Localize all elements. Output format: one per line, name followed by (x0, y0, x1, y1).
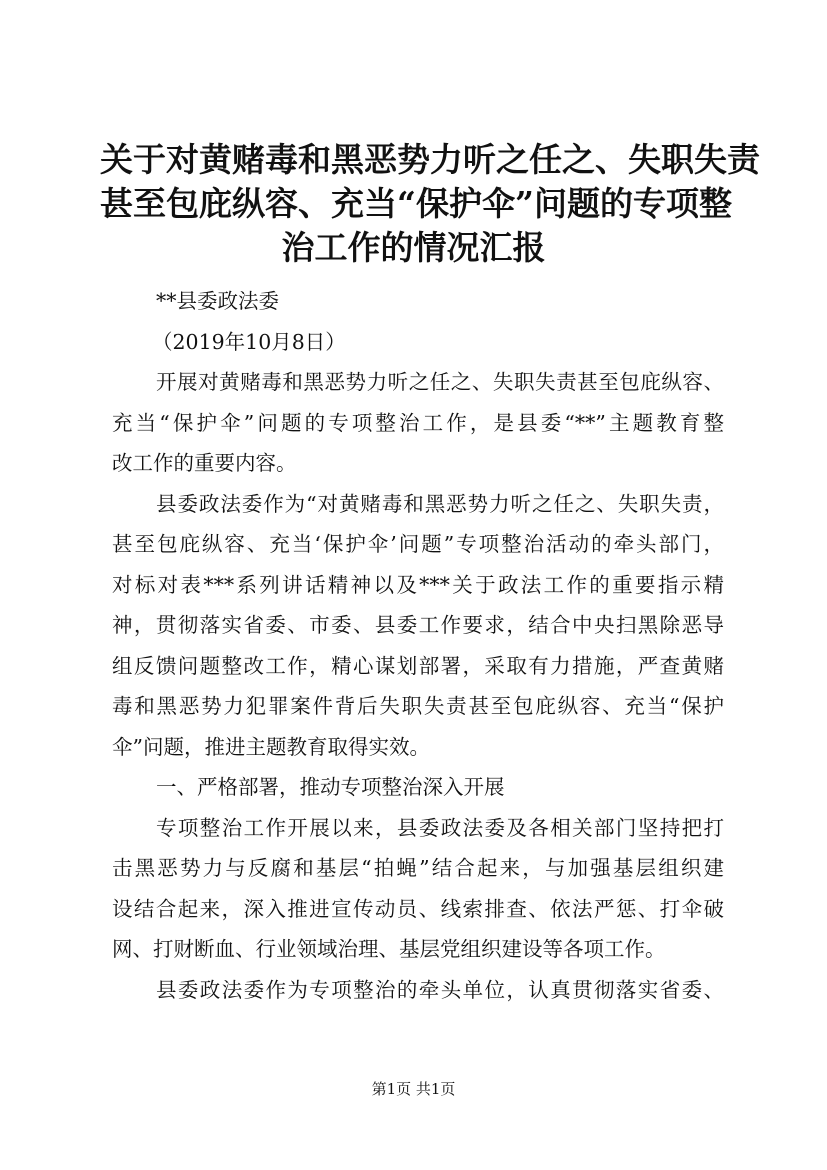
author-line: **县委政法委 (156, 289, 279, 313)
paragraph-2-line-4: 神，贯彻落实省委、市委、县委工作要求，结合中央扫黑除恶导 (112, 613, 724, 637)
paragraph-1-line-1: 开展对黄赌毒和黑恶势力听之任之、失职失责甚至包庇纵容、 (156, 370, 724, 394)
paragraph-3-line-3: 设结合起来，深入推进宣传动员、线索排查、依法严惩、打伞破 (112, 896, 724, 921)
paragraph-3-line-4: 网、打财断血、行业领域治理、基层党组织建设等各项工作。 (112, 937, 666, 961)
paragraph-2-line-6: 毒和黑恶势力犯罪案件背后失职失责甚至包庇纵容、充当“保护 (112, 694, 724, 718)
date-line: （2019年10月8日） (152, 329, 346, 354)
paragraph-2-line-2: 甚至包庇纵容、充当‘保护伞’问题”专项整治活动的牵头部门， (112, 532, 724, 556)
paragraph-4-line-1: 县委政法委作为专项整治的牵头单位，认真贯彻落实省委、 (156, 977, 724, 1002)
paragraph-3-line-1: 专项整治工作开展以来，县委政法委及各相关部门坚持把打 (156, 815, 724, 840)
paragraph-3-line-2: 击黑恶势力与反腐和基层“拍蝇”结合起来，与加强基层组织建 (112, 856, 724, 880)
paragraph-1-line-2: 充当“保护伞”问题的专项整治工作，是县委“**”主题教育整 (112, 410, 724, 435)
paragraph-1-line-3: 改工作的重要内容。 (112, 451, 297, 475)
paragraph-2-line-5: 组反馈问题整改工作，精心谋划部署，采取有力措施，严查黄赌 (112, 653, 724, 678)
title-line-3: 治工作的情况汇报 (281, 228, 546, 267)
paragraph-2-line-7: 伞”问题，推进主题教育取得实效。 (112, 734, 430, 759)
document-title (100, 138, 760, 270)
title-line-2: 甚至包庇纵容、充当“保护伞”问题的专项整 (100, 184, 732, 223)
page-footer: 第1页 共1页 (371, 1080, 456, 1098)
document-body (112, 281, 724, 1010)
paragraph-2-line-3: 对标对表***系列讲话精神以及***关于政法工作的重要指示精 (112, 572, 724, 597)
paragraph-2-line-1: 县委政法委作为“对黄赌毒和黑恶势力听之任之、失职失责， (156, 491, 724, 516)
title-line-1: 关于对黄赌毒和黑恶势力听之任之、失职失责 (100, 140, 760, 179)
section-heading-1: 一、严格部署，推动专项整治深入开展 (156, 775, 505, 799)
